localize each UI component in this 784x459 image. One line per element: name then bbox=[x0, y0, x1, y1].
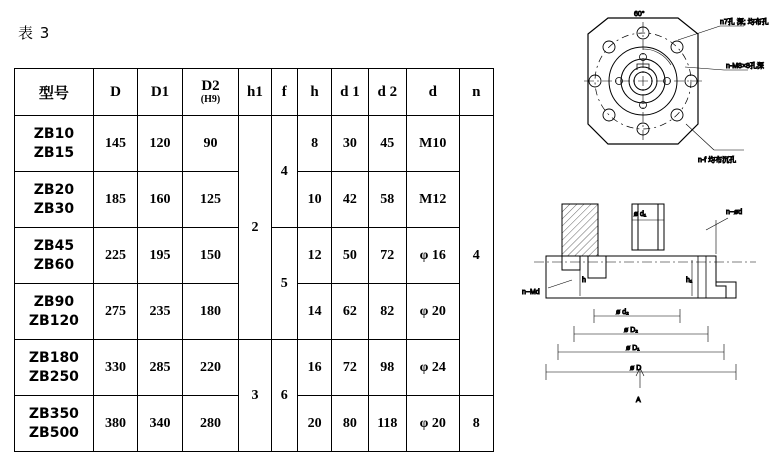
header-f: f bbox=[271, 69, 297, 116]
cell-model bbox=[15, 116, 94, 172]
cell-h: 20 bbox=[297, 396, 331, 452]
label-A: A bbox=[636, 397, 641, 404]
cell-d2: 118 bbox=[368, 396, 406, 452]
model-line: ZB30 bbox=[33, 200, 75, 217]
model-line: ZB15 bbox=[33, 144, 75, 161]
cell-f-group-3: 6 bbox=[271, 340, 297, 452]
model-line: ZB45 bbox=[33, 237, 75, 254]
cell-d2: 82 bbox=[368, 284, 406, 340]
model-line: ZB350 bbox=[28, 405, 79, 422]
cell-D1: 235 bbox=[138, 284, 182, 340]
cell-d1: 72 bbox=[332, 340, 368, 396]
header-d1: d 1 bbox=[332, 69, 368, 116]
cell-d2: 72 bbox=[368, 228, 406, 284]
cell-D1: 160 bbox=[138, 172, 182, 228]
table-header-row bbox=[15, 69, 494, 116]
cell-D: 380 bbox=[93, 396, 137, 452]
cell-d1: 42 bbox=[332, 172, 368, 228]
cell-D1: 120 bbox=[138, 116, 182, 172]
header-D2-sub: (H9) bbox=[200, 93, 221, 105]
cell-d: φ 20 bbox=[407, 284, 460, 340]
cell-d2: 98 bbox=[368, 340, 406, 396]
cell-d2: 45 bbox=[368, 116, 406, 172]
angle-label: 60° bbox=[634, 11, 645, 18]
label-D2: ø D₂ bbox=[624, 327, 638, 334]
cell-h: 10 bbox=[297, 172, 331, 228]
cell-D2: 90 bbox=[182, 116, 239, 172]
cell-d: φ 16 bbox=[407, 228, 460, 284]
table-row bbox=[15, 340, 494, 396]
cell-h: 14 bbox=[297, 284, 331, 340]
cell-h: 8 bbox=[297, 116, 331, 172]
label-d1: ø d₁ bbox=[633, 211, 647, 218]
table-row bbox=[15, 116, 494, 172]
note-label-3: n-f 均布沉孔 bbox=[698, 157, 737, 164]
cell-D: 185 bbox=[93, 172, 137, 228]
model-line: ZB20 bbox=[33, 181, 75, 198]
note-label-1: n7孔 深; 均布孔 bbox=[720, 19, 769, 26]
page-title: 表 3 bbox=[18, 24, 51, 42]
model-line: ZB500 bbox=[28, 424, 79, 441]
label-D: ø D bbox=[630, 365, 642, 372]
cell-D1: 195 bbox=[138, 228, 182, 284]
model-line: ZB250 bbox=[28, 368, 79, 385]
label-h: h bbox=[582, 277, 586, 284]
cell-h1-group-1: 2 bbox=[239, 116, 271, 340]
cell-d2: 58 bbox=[368, 172, 406, 228]
model-line: ZB60 bbox=[33, 256, 75, 273]
cell-D: 225 bbox=[93, 228, 137, 284]
label-d2: ø d₂ bbox=[616, 309, 629, 316]
note-label-2: n-M8×8孔深 bbox=[726, 63, 764, 70]
cell-d1: 50 bbox=[332, 228, 368, 284]
label-n-od: n−ød bbox=[726, 209, 743, 216]
header-d2: d 2 bbox=[368, 69, 406, 116]
cell-d1: 30 bbox=[332, 116, 368, 172]
header-D1: D1 bbox=[138, 69, 182, 116]
header-D2-main: D2 bbox=[201, 77, 220, 94]
cell-model bbox=[15, 396, 94, 452]
cell-f-group-2: 5 bbox=[271, 228, 297, 340]
header-D: D bbox=[93, 69, 137, 116]
cell-model bbox=[15, 228, 94, 284]
cell-d1: 80 bbox=[332, 396, 368, 452]
header-D2 bbox=[182, 69, 239, 116]
cell-D2: 280 bbox=[182, 396, 239, 452]
model-line: ZB10 bbox=[33, 125, 75, 142]
flange-face-drawing bbox=[548, 4, 778, 179]
header-n: n bbox=[459, 69, 493, 116]
flange-section-drawing bbox=[520, 190, 780, 410]
cell-n-group-1: 4 bbox=[459, 116, 493, 396]
label-h1: h₁ bbox=[686, 277, 693, 284]
model-line: ZB180 bbox=[28, 349, 79, 366]
label-D1: ø D₁ bbox=[626, 345, 640, 352]
cell-d: φ 20 bbox=[407, 396, 460, 452]
label-n-md: n−Md bbox=[522, 289, 540, 296]
cell-h: 12 bbox=[297, 228, 331, 284]
model-line: ZB120 bbox=[28, 312, 79, 329]
cell-D: 275 bbox=[93, 284, 137, 340]
cell-d: φ 24 bbox=[407, 340, 460, 396]
header-d: d bbox=[407, 69, 460, 116]
cell-model bbox=[15, 340, 94, 396]
header-model: 型号 bbox=[15, 69, 94, 116]
specification-table bbox=[14, 68, 494, 452]
cell-D1: 285 bbox=[138, 340, 182, 396]
cell-model bbox=[15, 284, 94, 340]
cell-D2: 150 bbox=[182, 228, 239, 284]
cell-D2: 180 bbox=[182, 284, 239, 340]
cell-d: M10 bbox=[407, 116, 460, 172]
cell-n-group-2: 8 bbox=[459, 396, 493, 452]
header-h: h bbox=[297, 69, 331, 116]
cell-d1: 62 bbox=[332, 284, 368, 340]
cell-model bbox=[15, 172, 94, 228]
cell-D1: 340 bbox=[138, 396, 182, 452]
model-line: ZB90 bbox=[33, 293, 75, 310]
cell-D: 145 bbox=[93, 116, 137, 172]
cell-D: 330 bbox=[93, 340, 137, 396]
cell-D2: 220 bbox=[182, 340, 239, 396]
header-h1: h1 bbox=[239, 69, 271, 116]
spec-table-container bbox=[14, 68, 494, 452]
cell-h: 16 bbox=[297, 340, 331, 396]
cell-h1-group-2: 3 bbox=[239, 340, 271, 452]
cell-D2: 125 bbox=[182, 172, 239, 228]
cell-f-group-1: 4 bbox=[271, 116, 297, 228]
cell-d: M12 bbox=[407, 172, 460, 228]
